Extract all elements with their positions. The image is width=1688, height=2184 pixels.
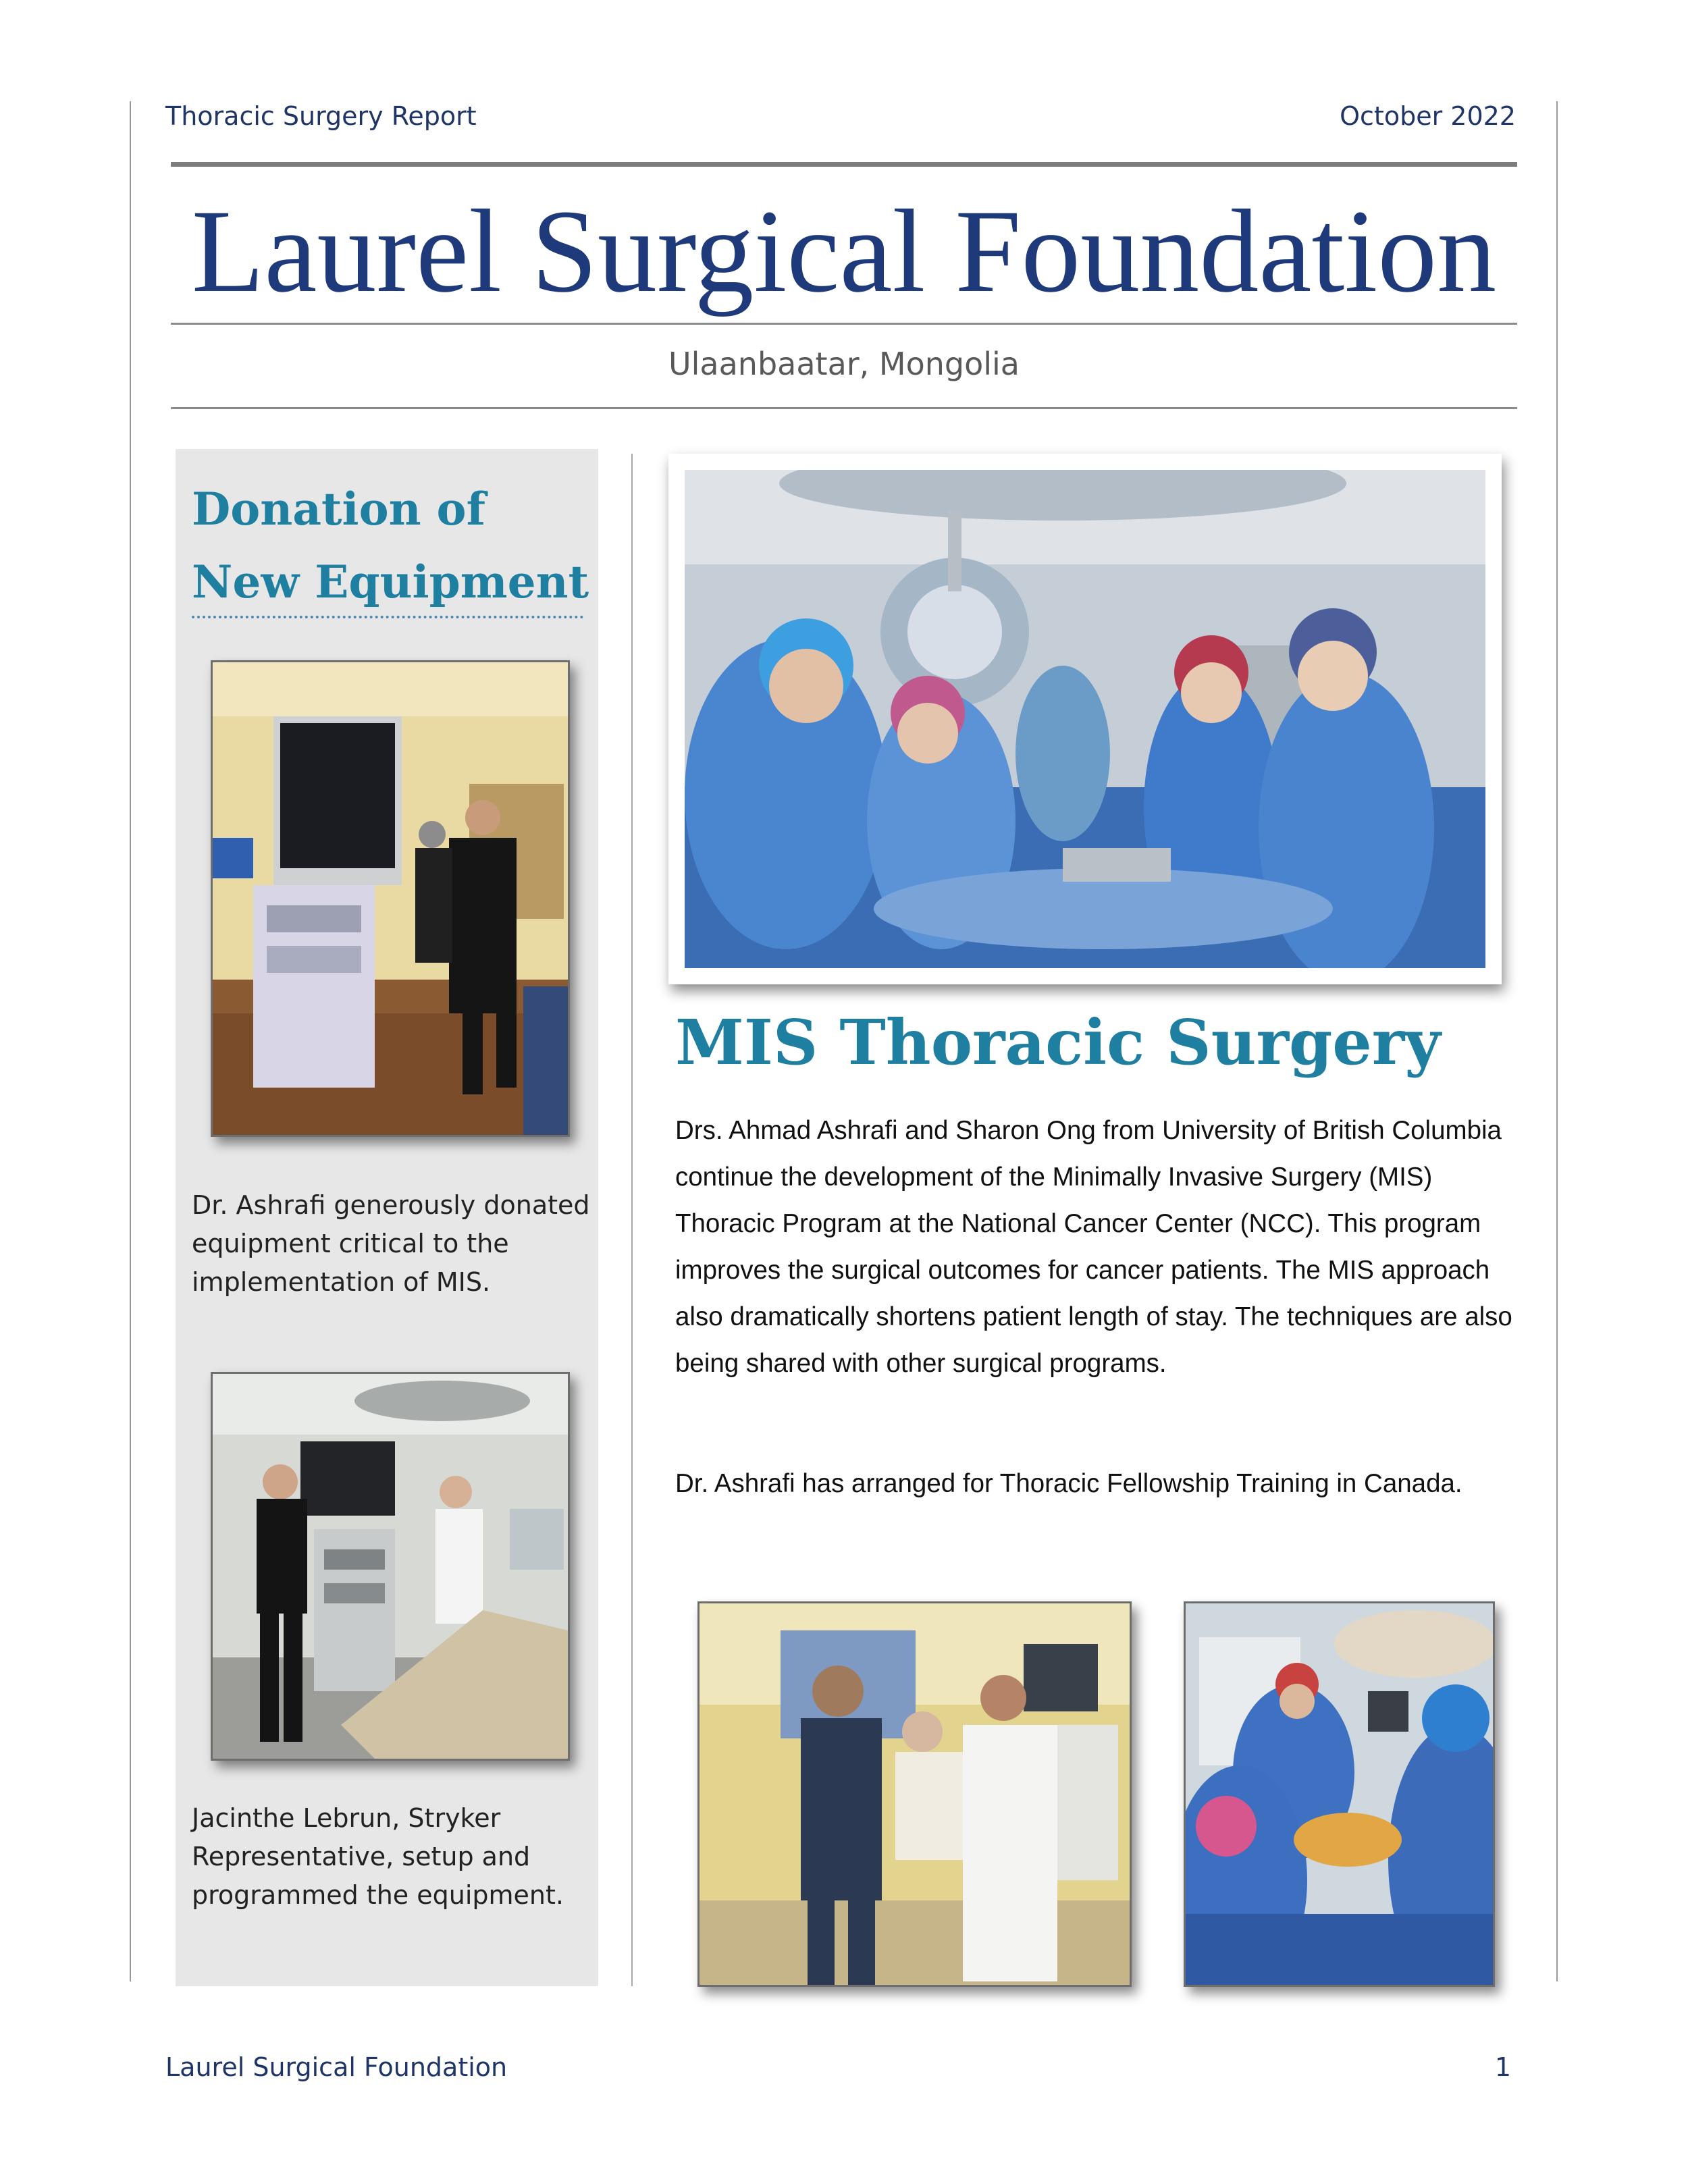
header-date: October 2022 [1340, 101, 1516, 131]
page-title: Laurel Surgical Foundation [191, 186, 1497, 317]
title-rule [171, 323, 1517, 325]
page-frame-left [130, 101, 131, 1981]
footer-page-number: 1 [1494, 2052, 1511, 2082]
sidebar-heading [192, 473, 589, 618]
location-subtitle: Ulaanbaatar, Mongolia [668, 346, 1020, 382]
header-report-title: Thoracic Surgery Report [165, 101, 477, 131]
article-paragraph-2: Dr. Ashrafi has arranged for Thoracic Fellowship Training in Canada. [675, 1469, 1462, 1498]
equipment-donation-photo [211, 660, 570, 1137]
ward-visit-photo [697, 1601, 1132, 1987]
article-heading: MIS Thoracic Surgery [675, 1006, 1441, 1079]
sidebar-dotted-divider [192, 616, 583, 618]
column-divider [631, 454, 633, 1986]
surgery-in-progress-photo [1184, 1601, 1495, 1987]
page-frame-right [1556, 101, 1558, 1981]
header-rule [171, 162, 1517, 167]
stryker-setup-caption: Jacinthe Lebrun, Stryker Representative, setup and programmed the equipment. [192, 1803, 564, 1910]
subtitle-rule [171, 407, 1517, 409]
stryker-setup-photo [211, 1372, 570, 1761]
footer-organization: Laurel Surgical Foundation [165, 2052, 508, 2082]
article-paragraph-1: Drs. Ahmad Ashrafi and Sharon Ong from University of British Columbia continue the development of the Minimally Invasive Surgery (MIS) Thoracic Program at the National Cancer Center (NCC). This program improves the surgical outcomes for cancer patients. The MIS approach also dramatically shortens patient length of stay. The techniques are also being shared with other surgical programs. [675, 1116, 1512, 1378]
sidebar-heading-line1: Donation of [192, 483, 485, 535]
equipment-donation-caption: Dr. Ashrafi generously donated equipment critical to the implementation of MIS. [192, 1190, 590, 1297]
operating-room-hero-photo [668, 454, 1502, 984]
sidebar-heading-line2: New Equipment [192, 556, 589, 608]
